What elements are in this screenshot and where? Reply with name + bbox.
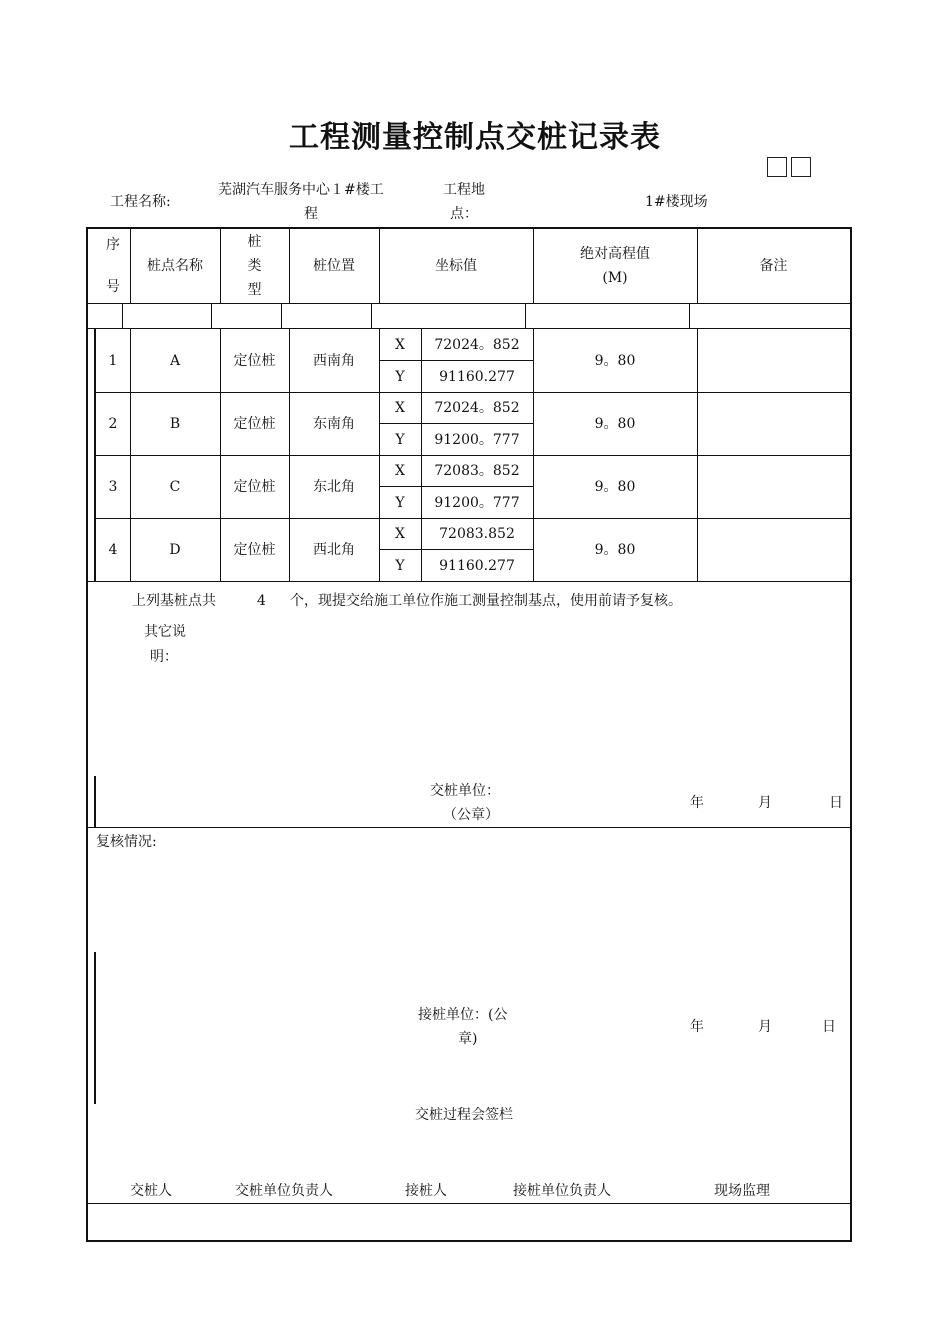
row1-y-value: 91160.277 (439, 368, 515, 385)
row4-y-label: Y (395, 557, 405, 574)
date1-year: 年 (690, 795, 704, 811)
row3-x-value: 72083。852 (434, 462, 520, 479)
row2-x-label: X (395, 399, 405, 416)
row2-elevation: 9。80 (594, 415, 636, 432)
row2-type: 定位桩 (233, 415, 276, 432)
row3-type: 定位桩 (233, 478, 276, 495)
row2-name: B (169, 415, 181, 432)
header-name: 桩点名称 (147, 258, 203, 274)
row1-y-label: Y (395, 368, 405, 385)
header-seq-char1: 序 (106, 237, 120, 253)
row3-position: 东北角 (313, 478, 355, 495)
row4-seq: 4 (108, 541, 118, 558)
row2-y-label: Y (395, 431, 405, 448)
header-elevation-label: 绝对高程值 (580, 246, 650, 262)
statement-suffix: 个，现提交给施工单位作施工测量控制基点，使用前请予复核。 (290, 593, 682, 609)
row3-seq: 3 (108, 478, 118, 495)
header-seq (96, 229, 130, 303)
statement-prefix: 上列基桩点共 (132, 593, 216, 609)
row4-x-value: 72083.852 (439, 525, 515, 542)
date2-day: 日 (822, 1019, 836, 1035)
header-type-char1: 桩 (247, 234, 262, 250)
review-label: 复核情况: (96, 834, 157, 850)
header-elevation (533, 229, 697, 303)
stamp-box-1 (767, 157, 787, 177)
sign-col-handover-person: 交桩人 (130, 1183, 172, 1199)
header-type-char2: 类 (247, 258, 262, 274)
row4-x-label: X (395, 525, 405, 542)
row1-name: A (169, 352, 181, 369)
row4-name: D (169, 541, 181, 558)
row1-elevation: 9。80 (594, 352, 636, 369)
project-name-label: 工程名称: (110, 194, 171, 210)
header-remark: 备注 (759, 258, 788, 274)
row1-seq: 1 (108, 352, 118, 369)
receive-unit-label: 接桩单位：(公 (418, 1007, 508, 1023)
sign-col-receiver-manager: 接桩单位负责人 (513, 1183, 611, 1199)
row3-y-value: 91200。777 (434, 494, 520, 511)
header-coords: 坐标值 (435, 258, 477, 274)
row1-x-value: 72024。852 (434, 336, 520, 353)
row2-position: 东南角 (313, 415, 355, 432)
header-seq-char2: 号 (106, 279, 120, 295)
row3-y-label: Y (395, 494, 405, 511)
row4-remark (697, 518, 850, 581)
row3-elevation: 9。80 (594, 478, 636, 495)
project-name-value-line1: 芜湖汽车服务中心１#楼工 (218, 182, 384, 198)
row4-elevation: 9。80 (594, 541, 636, 558)
row2-x-value: 72024。852 (434, 399, 520, 416)
row2-y-value: 91200。777 (434, 431, 520, 448)
sign-title: 交桩过程会签栏 (415, 1107, 513, 1123)
location-value: 1#楼现场 (645, 194, 708, 210)
row1-x-label: X (395, 336, 405, 353)
sign-col-supervisor: 现场监理 (714, 1183, 770, 1199)
date1-month: 月 (758, 795, 772, 811)
row1-type: 定位桩 (233, 352, 276, 369)
header-type (220, 229, 289, 303)
receive-unit-seal: 章) (458, 1031, 478, 1047)
header-position: 桩位置 (313, 258, 355, 274)
row4-y-value: 91160.277 (439, 557, 515, 574)
other-notes-label-line2: 明： (150, 649, 178, 665)
date1-day: 日 (829, 795, 843, 811)
sign-col-receiver: 接桩人 (405, 1183, 447, 1199)
row3-name: C (169, 478, 181, 495)
date2-year: 年 (690, 1019, 704, 1035)
header-elevation-unit: (M) (602, 270, 628, 286)
page-title: 工程测量控制点交桩记录表 (289, 120, 661, 155)
row3-remark (697, 455, 850, 518)
handover-unit-seal: （公章） (443, 807, 499, 823)
statement-count: 4 (257, 593, 266, 609)
row4-type: 定位桩 (233, 541, 276, 558)
row2-remark (697, 392, 850, 455)
row2-seq: 2 (108, 415, 118, 432)
other-notes-label-line1: 其它说 (144, 624, 186, 640)
location-label-line1: 工程地 (443, 182, 485, 198)
header-type-char3: 型 (247, 282, 262, 298)
stamp-box-2 (791, 157, 811, 177)
sign-col-handover-manager: 交桩单位负责人 (235, 1183, 333, 1199)
row3-x-label: X (395, 462, 405, 479)
handover-unit-label: 交桩单位： (430, 783, 500, 799)
row1-remark (697, 329, 850, 392)
location-label-line2: 点： (450, 206, 478, 222)
row4-position: 西北角 (313, 541, 355, 558)
date2-month: 月 (758, 1019, 772, 1035)
project-name-value-line2: 程 (304, 206, 318, 222)
row1-position: 西南角 (313, 352, 355, 369)
